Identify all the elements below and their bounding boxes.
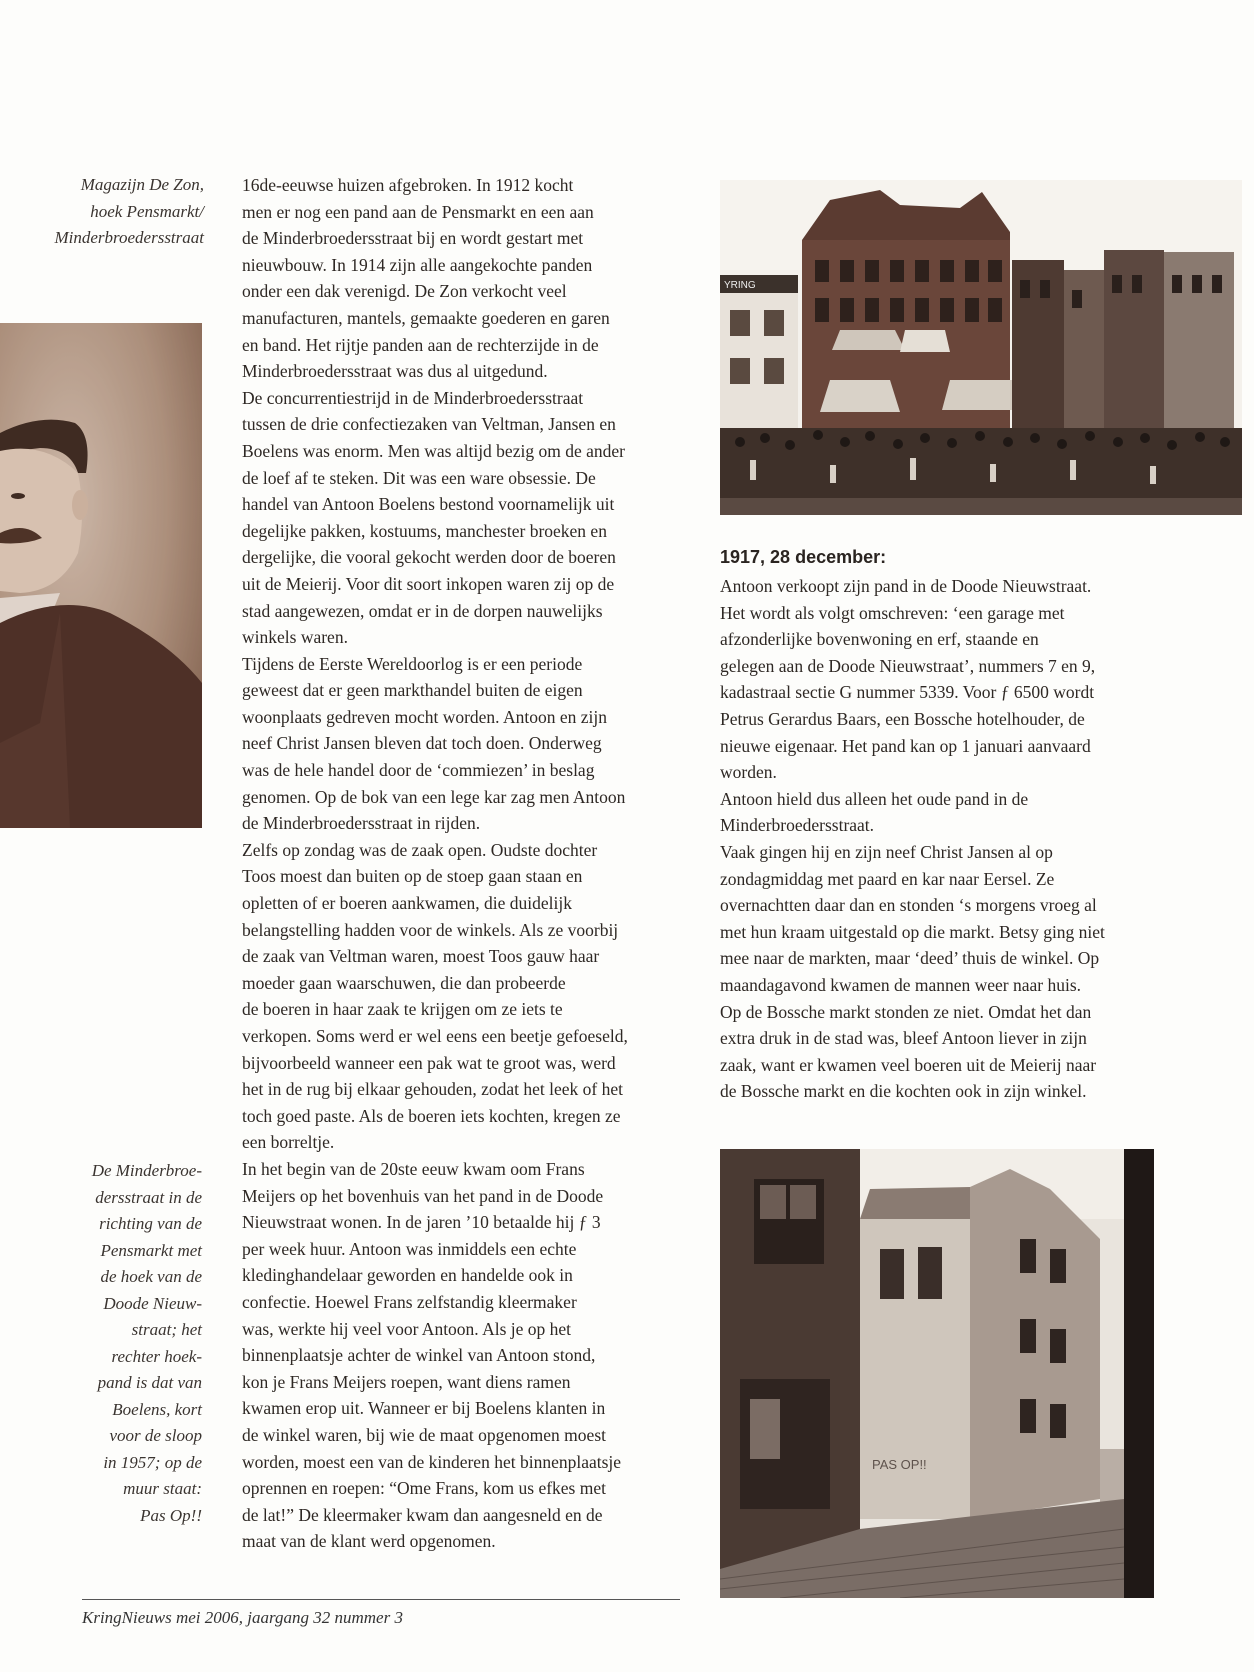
text-line: gelegen aan de Doode Nieuwstraat’, nummers 7 en 9, <box>720 655 1096 676</box>
text-line: Vaak gingen hij en zijn neef Christ Jansen al op <box>720 841 1053 862</box>
footer-rule <box>82 1599 680 1600</box>
text-line: genomen. Op de bok van een lege kar zag men Antoon <box>242 786 626 807</box>
text-line: binnenplaatsje achter de winkel van Antoon stond, <box>242 1345 596 1366</box>
right-text-column <box>720 573 1170 1105</box>
caption-line: Boelens, kort <box>112 1399 202 1419</box>
text-line: de zaak van Veltman waren, moest Toos gauw haar <box>242 946 600 967</box>
text-line: het in de rug bij elkaar gehouden, zodat het leek of het <box>242 1079 623 1100</box>
text-line: 16de-eeuwse huizen afgebroken. In 1912 kocht <box>242 175 574 195</box>
street-corner-illustration <box>720 1149 1154 1598</box>
text-line: oprennen en roepen: “Ome Frans, kom us efkes met <box>242 1478 606 1499</box>
text-line: was, werkte hij veel voor Antoon. Als je op het <box>242 1318 572 1339</box>
text-line: een borreltje. <box>242 1132 335 1153</box>
shop-sign-text: YRING <box>724 280 756 291</box>
text-line: dergelijke, die vooral gekocht werden door de boeren <box>242 547 616 568</box>
text-line: toch goed paste. Als de boeren iets kochten, kregen ze <box>242 1105 621 1126</box>
text-line: Antoon hield dus alleen het oude pand in de <box>720 788 1029 809</box>
caption-line: pand is dat van <box>97 1373 202 1392</box>
text-line: per week huur. Antoon was inmiddels een echte <box>242 1238 577 1259</box>
text-line: men er nog een pand aan de Pensmarkt en een aan <box>242 201 594 222</box>
text-line: confectie. Hoewel Frans zelfstandig kleermaker <box>242 1291 577 1312</box>
section-heading-date: 1917, 28 december: <box>720 547 887 567</box>
portrait-illustration <box>0 323 202 828</box>
text-line: zondagmiddag met paard en kar naar Eersel. Ze <box>720 868 1055 889</box>
caption-line: voor de sloop <box>109 1426 202 1445</box>
text-line: Tijdens de Eerste Wereldoorlog is er een periode <box>242 653 583 674</box>
text-line: de lat!” De kleermaker kwam dan aangesneld en de <box>242 1504 603 1525</box>
text-line: winkels waren. <box>242 627 348 648</box>
caption-de-zon <box>20 172 204 252</box>
text-line: met hun kraam uitgestald op die markt. Betsy ging niet <box>720 921 1105 942</box>
text-line: mee naar de markten, maar ‘deed’ thuis de winkel. Op <box>720 948 1100 969</box>
text-line: manufacturen, mantels, gemaakte goederen en garen <box>242 307 610 328</box>
text-line: was de hele handel door de ‘commiezen’ in beslag <box>242 760 595 781</box>
text-line: geweest dat er geen markthandel buiten de eigen <box>242 680 583 701</box>
text-line: woonplaats gedreven mocht worden. Antoon en zijn <box>242 706 607 727</box>
text-line: Toos moest dan buiten op de stoep gaan staan en <box>242 866 583 887</box>
caption-line: Pas Op!! <box>140 1505 202 1525</box>
text-line: nieuwe eigenaar. Het pand kan op 1 januari aanvaard <box>720 735 1091 756</box>
text-line: degelijke pakken, kostuums, manchester broeken en <box>242 520 607 541</box>
text-line: Boelens was enorm. Men was altijd bezig om de ander <box>242 440 625 461</box>
text-line: handel van Antoon Boelens bestond voornamelijk uit <box>242 494 615 515</box>
caption-minderbroedersstraat <box>40 1158 202 1529</box>
text-line: stad aangewezen, omdat er in de dorpen nauwelijks <box>242 600 603 621</box>
text-line: belangstelling hadden voor de winkels. Als ze voorbij <box>242 919 619 940</box>
text-line: uit de Meierij. Voor dit soort inkopen waren zij op de <box>242 573 615 594</box>
photo-magazijn-de-zon <box>720 180 1242 515</box>
text-line: kadastraal sectie G nummer 5339. Voor ƒ 6500 wordt <box>720 682 1095 703</box>
text-line: tussen de drie confectiezaken van Veltman, Jansen en <box>242 414 616 435</box>
caption-line: muur staat: <box>123 1479 202 1498</box>
caption-line: hoek Pensmarkt/ <box>90 201 204 221</box>
portrait-photo <box>0 323 202 828</box>
caption-line: Magazijn De Zon, <box>80 175 204 194</box>
text-line: In het begin van de 20ste eeuw kwam oom Frans <box>242 1158 585 1179</box>
text-line: maandagavond kwamen de mannen weer naar huis. <box>720 974 1082 995</box>
text-line: Nieuwstraat wonen. In de jaren ’10 betaalde hij ƒ 3 <box>242 1212 601 1233</box>
wall-text: PAS OP!! <box>872 1457 927 1472</box>
text-line: en band. Het rijtje panden aan de rechterzijde in de <box>242 334 599 355</box>
text-line: De concurrentiestrijd in de Minderbroedersstraat <box>242 387 584 408</box>
text-line: nieuwbouw. In 1914 zijn alle aangekochte panden <box>242 254 593 275</box>
text-line: Zelfs op zondag was de zaak open. Oudste dochter <box>242 839 598 860</box>
text-line: opletten of er boeren aankwamen, die duidelijk <box>242 893 572 914</box>
text-line: Op de Bossche markt stonden ze niet. Omdat het dan <box>720 1001 1092 1022</box>
text-line: de boeren in haar zaak te krijgen om ze iets te <box>242 999 563 1020</box>
caption-line: rechter hoek- <box>111 1346 202 1366</box>
caption-line: Doode Nieuw- <box>103 1293 202 1313</box>
text-line: onder een dak verenigd. De Zon verkocht veel <box>242 281 567 302</box>
caption-line: De Minderbroe- <box>91 1161 202 1180</box>
text-line: worden. <box>720 762 777 783</box>
text-line: de Minderbroedersstraat in rijden. <box>242 813 481 834</box>
photo-doode-nieuwstraat-corner <box>720 1149 1154 1598</box>
text-line: Meijers op het bovenhuis van het pand in de Doode <box>242 1185 604 1206</box>
text-line: Petrus Gerardus Baars, een Bossche hotelhouder, de <box>720 708 1085 729</box>
text-line: extra druk in de stad was, bleef Antoon liever in zijn <box>720 1028 1087 1049</box>
caption-line: in 1957; op de <box>103 1452 202 1472</box>
text-line: verkopen. Soms werd er wel eens een beetje gefoeseld, <box>242 1026 628 1046</box>
text-line: worden, moest een van de kinderen het binnenplaatsje <box>242 1451 622 1472</box>
caption-line: de hoek van de <box>100 1267 202 1286</box>
text-line: de loef af te steken. Dit was een ware obsessie. De <box>242 467 596 488</box>
caption-line: straat; het <box>131 1320 202 1339</box>
main-text-column <box>242 172 692 1555</box>
text-line: de winkel waren, bij wie de maat opgenomen moest <box>242 1424 606 1445</box>
text-line: neef Christ Jansen bleven dat toch doen. Onderweg <box>242 733 602 754</box>
text-line: overnachtten daar dan en stonden ‘s morgens vroeg al <box>720 895 1097 916</box>
text-line: Antoon verkoopt zijn pand in de Doode Nieuwstraat. <box>720 576 1092 596</box>
text-line: Het wordt als volgt omschreven: ‘een garage met <box>720 602 1065 623</box>
text-line: kwamen erop uit. Wanneer er bij Boelens klanten in <box>242 1398 606 1419</box>
caption-line: richting van de <box>99 1214 202 1233</box>
text-line: kledinghandelaar geworden en handelde ook in <box>242 1265 573 1286</box>
text-line: maat van de klant werd opgenomen. <box>242 1531 496 1552</box>
street-scene-illustration <box>720 180 1242 515</box>
text-line: de Minderbroedersstraat bij en wordt gestart met <box>242 228 584 249</box>
caption-line: dersstraat in de <box>95 1187 202 1207</box>
text-line: kon je Frans Meijers roepen, want diens ramen <box>242 1371 571 1392</box>
caption-line: Minderbroedersstraat <box>54 228 204 247</box>
text-line: Minderbroedersstraat. <box>720 815 875 836</box>
text-line: bijvoorbeeld wanneer een pak wat te groot was, werd <box>242 1052 616 1073</box>
text-line: de Bossche markt en die kochten ook in zijn winkel. <box>720 1081 1087 1102</box>
text-line: moeder gaan waarschuwen, die dan probeerde <box>242 972 566 993</box>
page-footer: KringNieuws mei 2006, jaargang 32 nummer 3 <box>82 1608 403 1627</box>
text-line: zaak, want er kwamen veel boeren uit de Meierij naar <box>720 1054 1097 1075</box>
text-line: Minderbroedersstraat was dus al uitgedund. <box>242 361 548 382</box>
caption-line: Pensmarkt met <box>100 1240 202 1260</box>
text-line: afzonderlijke bovenwoning en erf, staande en <box>720 629 1039 650</box>
